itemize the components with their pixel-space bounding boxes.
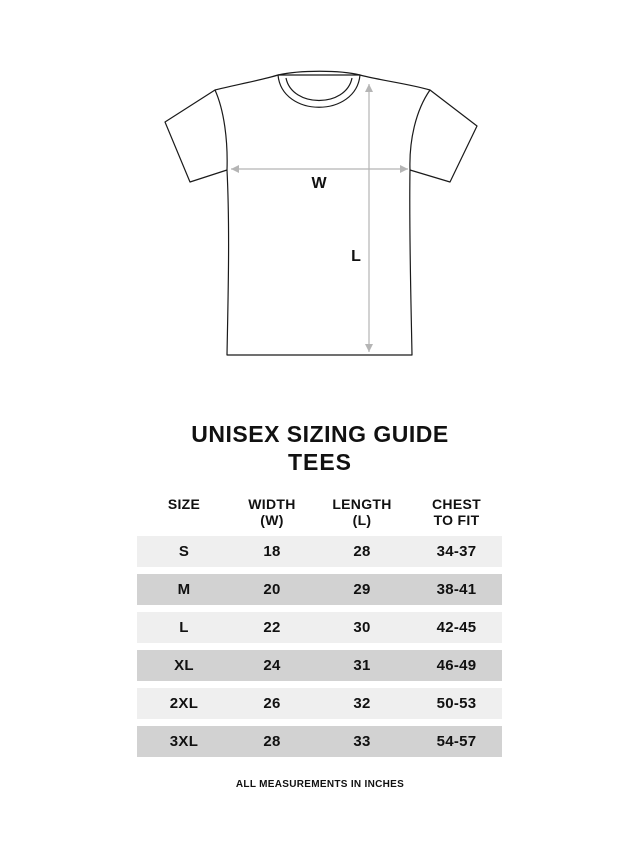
table-row — [137, 536, 502, 567]
cell-length: 31 — [353, 657, 371, 674]
cell-width: 22 — [263, 619, 281, 636]
tshirt-diagram — [0, 0, 640, 380]
cell-width: 26 — [263, 695, 281, 712]
cell-length: 30 — [353, 619, 371, 636]
cell-chest: 54-57 — [436, 733, 477, 750]
table-row — [137, 612, 502, 643]
cell-length: 28 — [353, 543, 371, 560]
page-title: UNISEX SIZING GUIDE — [191, 421, 449, 447]
cell-size: 3XL — [169, 733, 199, 750]
cell-width: 20 — [263, 581, 281, 598]
cell-size: L — [179, 619, 189, 636]
cell-chest: 50-53 — [436, 695, 477, 712]
size-table — [137, 496, 502, 750]
cell-width: 24 — [263, 657, 281, 674]
table-row — [137, 726, 502, 757]
cell-length: 29 — [353, 581, 371, 598]
header-length: LENGTH (L) — [332, 496, 392, 528]
table-row — [137, 688, 502, 719]
cell-width: 18 — [263, 543, 281, 560]
cell-size: 2XL — [169, 695, 199, 712]
header-width: WIDTH (W) — [248, 496, 296, 528]
cell-width: 28 — [263, 733, 281, 750]
cell-size: XL — [174, 657, 194, 674]
header-size: SIZE — [167, 496, 201, 512]
cell-length: 32 — [353, 695, 371, 712]
width-label: W — [311, 175, 327, 192]
length-label: L — [351, 248, 361, 265]
table-row — [137, 574, 502, 605]
cell-chest: 42-45 — [436, 619, 477, 636]
title-block — [0, 420, 640, 476]
cell-size: M — [177, 581, 191, 598]
tshirt-outline-svg — [0, 0, 640, 380]
header-chest: CHEST TO FIT — [432, 496, 481, 528]
table-header — [137, 496, 502, 532]
cell-chest: 34-37 — [436, 543, 477, 560]
cell-size: S — [178, 543, 190, 560]
cell-chest: 46-49 — [436, 657, 477, 674]
tshirt-outline — [165, 75, 477, 355]
cell-chest: 38-41 — [436, 581, 477, 598]
page-subtitle: TEES — [287, 449, 353, 475]
table-row — [137, 650, 502, 681]
measurement-footnote: ALL MEASUREMENTS IN INCHES — [235, 779, 405, 790]
cell-length: 33 — [353, 733, 371, 750]
